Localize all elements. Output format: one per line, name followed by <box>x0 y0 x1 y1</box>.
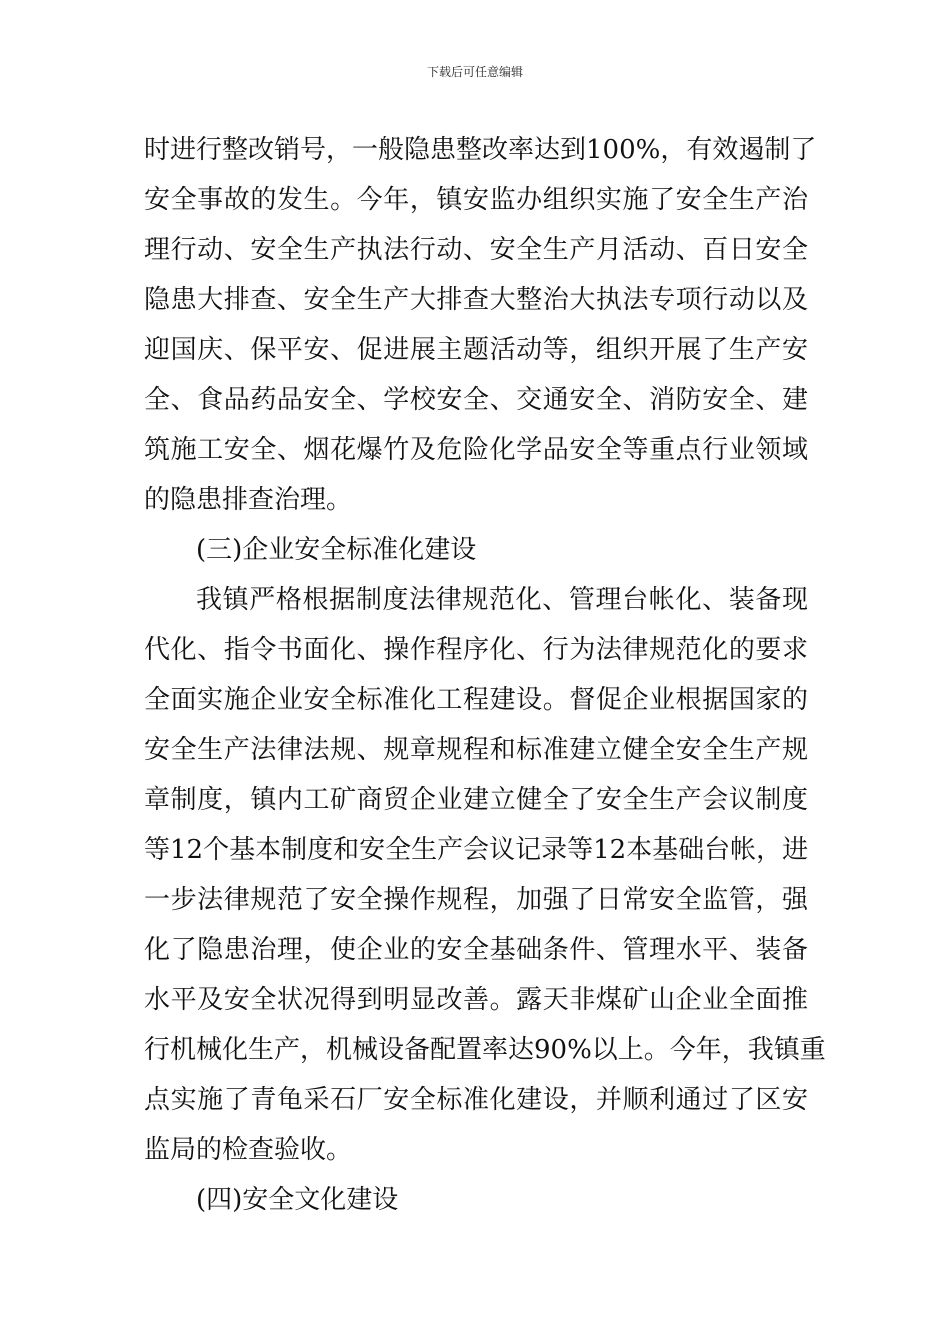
text-line: 筑施工安全、烟花爆竹及危险化学品安全等重点行业领域 <box>144 435 808 465</box>
text-line: 水平及安全状况得到明显改善。露天非煤矿山企业全面推 <box>144 985 808 1015</box>
text-line: 安全事故的发生。今年，镇安监办组织实施了安全生产治 <box>144 185 808 215</box>
paragraph-first-line: (四)安全文化建设 <box>196 1185 399 1215</box>
text-line: 化了隐患治理，使企业的安全基础条件、管理水平、装备 <box>144 935 808 965</box>
text-line: 全、食品药品安全、学校安全、交通安全、消防安全、建 <box>144 385 808 415</box>
text-line: 的隐患排查治理。 <box>144 485 353 515</box>
text-line: 安全生产法律法规、规章规程和标准建立健全安全生产规 <box>144 735 808 765</box>
text-line: 时进行整改销号，一般隐患整改率达到100%，有效遏制了 <box>144 135 817 165</box>
page-header: 下载后可任意编辑 <box>426 65 523 79</box>
text-line: 点实施了青龟采石厂安全标准化建设，并顺利通过了区安 <box>144 1085 808 1115</box>
text-line: 一步法律规范了安全操作规程，加强了日常安全监管，强 <box>144 885 808 915</box>
text-line: 隐患大排查、安全生产大排查大整治大执法专项行动以及 <box>144 285 808 315</box>
text-line: 行机械化生产，机械设备配置率达90%以上。今年，我镇重 <box>144 1035 826 1065</box>
text-line: 章制度，镇内工矿商贸企业建立健全了安全生产会议制度 <box>144 785 808 815</box>
text-line: 全面实施企业安全标准化工程建设。督促企业根据国家的 <box>144 685 808 715</box>
text-line: 理行动、安全生产执法行动、安全生产月活动、百日安全 <box>144 235 808 265</box>
paragraph-first-line: (三)企业安全标准化建设 <box>196 535 477 565</box>
document-body <box>144 125 826 1225</box>
text-line: 代化、指令书面化、操作程序化、行为法律规范化的要求 <box>144 635 808 665</box>
text-line: 监局的检查验收。 <box>144 1135 353 1165</box>
text-line: 迎国庆、保平安、促进展主题活动等，组织开展了生产安 <box>144 335 808 365</box>
text-line: 等12个基本制度和安全生产会议记录等12本基础台帐，进 <box>144 835 809 865</box>
paragraph-first-line: 我镇严格根据制度法律规范化、管理台帐化、装备现 <box>196 585 808 615</box>
